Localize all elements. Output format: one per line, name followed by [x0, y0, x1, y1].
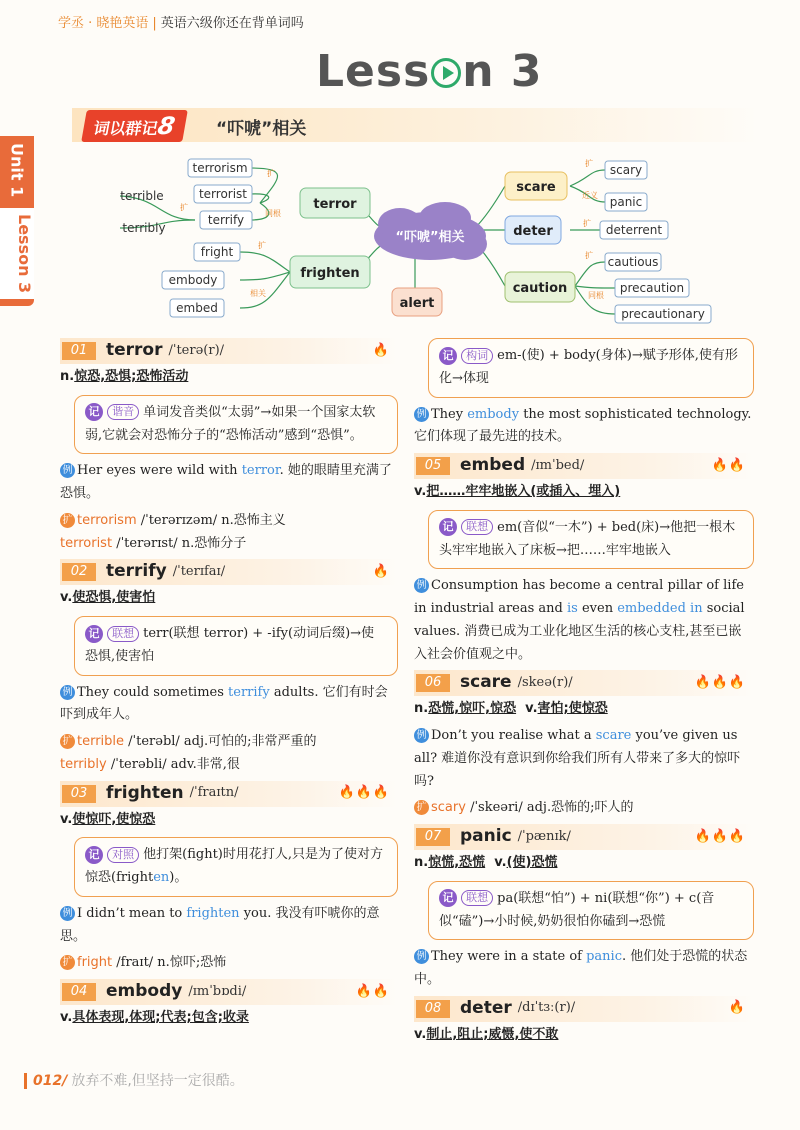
page-number: 012/	[24, 1073, 67, 1089]
memory-tip	[74, 616, 398, 676]
example-keyword: frighten	[186, 905, 240, 921]
meaning: 使惊吓,使惊恐	[72, 811, 156, 827]
headword: panic	[460, 826, 512, 847]
mindmap-edge-label: 同根	[265, 209, 281, 218]
extension-word	[60, 952, 398, 975]
memory-icon: 记	[85, 625, 103, 643]
word-entry-embody	[60, 979, 398, 1005]
definition	[414, 481, 754, 504]
hub-terror: terror	[313, 197, 357, 212]
tip-tag: 联想	[107, 626, 139, 642]
definition	[60, 809, 398, 832]
meaning: 惊慌,恐慌	[428, 855, 486, 870]
tip-text: pa(联想“怕”) + ni(联想“你”) + c(音似“磕”)→小时候,奶奶很怕你磕到→恐慌	[439, 890, 715, 929]
tip-text: 他打架(fight)时用花打人,只是为了使对方惊恐(fright	[85, 847, 384, 885]
word-entry-panic	[414, 824, 754, 850]
example-text: Don’t you realise what a	[431, 728, 596, 743]
extension-definition: /ˈskeəri/ adj.恐怖的;吓人的	[465, 800, 634, 816]
meaning: 把……牢牢地嵌入(或插入、埋入)	[426, 484, 621, 499]
example-keyword: embody	[467, 406, 520, 422]
definition	[414, 852, 754, 875]
hub-frighten: frighten	[300, 266, 360, 281]
leaf-word: embody	[168, 273, 218, 287]
word-entry-deter	[414, 996, 754, 1022]
phonetic: /ɪmˈbɒdi/	[188, 983, 247, 999]
example-text: They could sometimes	[77, 684, 229, 700]
leaf-word: terrorism	[192, 161, 248, 175]
part-of-speech: v.	[414, 484, 427, 499]
meaning: 制止,阻止;威慑,使不敢	[426, 1026, 559, 1042]
meaning: 具体表现,体现;代表;包含;收录	[72, 1010, 249, 1025]
extension-word	[60, 533, 398, 556]
extension-headword: fright	[77, 955, 113, 971]
part-of-speech: v.	[60, 1010, 73, 1025]
extension-definition: /ˈterərɪzəm/ n.恐怖主义	[136, 512, 286, 528]
leaf-word: fright	[200, 245, 234, 259]
entry-number: 08	[416, 1000, 450, 1018]
frequency-flame-icon: 🔥	[372, 563, 390, 579]
headword: frighten	[106, 782, 184, 803]
frequency-flame-icon: 🔥	[372, 342, 390, 358]
side-tab-unit: Unit 1	[7, 143, 27, 198]
extension-definition: /ˈterəbl/ adj.可怕的;非常严重的	[124, 734, 317, 749]
memory-icon: 记	[85, 403, 103, 421]
word-entry-scare	[414, 670, 754, 696]
left-column	[60, 334, 398, 1032]
hub-caution: caution	[512, 281, 568, 296]
memory-tip	[428, 881, 754, 941]
phonetic: /ˈpænɪk/	[517, 828, 571, 844]
example-translation: you. 我没有吓唬你的意思。	[60, 905, 380, 944]
group-number: 8	[155, 112, 178, 140]
part-of-speech: n.	[60, 369, 75, 384]
example-translation: . 他们处于恐慌的状态中。	[414, 949, 748, 987]
leaf-word: deterrent	[605, 223, 663, 237]
frequency-flame-icon: 🔥	[728, 1000, 746, 1016]
phonetic: /dɪˈtɜː(r)/	[517, 1000, 576, 1016]
meaning: 使恐惧,使害怕	[72, 590, 156, 606]
leaf-word: scary	[609, 163, 643, 177]
mindmap-edge-label: 同根	[588, 291, 604, 300]
extension-icon: 扩	[60, 513, 75, 528]
right-column	[414, 338, 754, 1049]
leaf-word: panic	[609, 195, 643, 209]
leaf-word: terrible	[120, 189, 164, 203]
extension-headword: scary	[431, 800, 466, 816]
example-icon: 例	[414, 949, 429, 964]
running-header	[58, 12, 304, 31]
memory-icon: 记	[439, 889, 457, 907]
group-title: “吓唬”相关	[216, 119, 307, 139]
word-entry-terrify	[60, 559, 398, 585]
memory-icon: 记	[439, 347, 457, 365]
entry-number: 06	[416, 674, 450, 692]
leaf-word: precaution	[619, 281, 685, 295]
tip-text: em(音似“一木”) + bed(床)→他把一根木头牢牢地嵌入了床板→把……牢牢地嵌入	[439, 519, 736, 558]
example-keyword: embedded in	[617, 601, 703, 616]
memory-tip	[428, 338, 754, 398]
tip-tag: 联想	[461, 890, 493, 906]
headword: terrify	[106, 561, 167, 582]
footer-motto: 放弃不难,但坚持一定很酷。	[71, 1073, 244, 1089]
leaf-word: terribly	[122, 221, 166, 235]
hub-alert: alert	[399, 296, 435, 311]
extension-headword: terrorism	[77, 512, 137, 528]
example-keyword: scare	[595, 728, 632, 743]
series-name: 学丞 · 晓艳英语	[58, 16, 149, 31]
example-sentence	[414, 575, 754, 666]
extension-icon: 扩	[60, 734, 75, 749]
example-keyword: terror	[241, 463, 280, 479]
example-sentence	[414, 725, 754, 793]
memory-icon: 记	[439, 518, 457, 536]
memory-tip	[74, 395, 398, 455]
example-translation: you’ve given us all? 难道你没有意识到你给我们所有人带来了多大的惊吓吗?	[414, 728, 741, 789]
mind-map	[100, 148, 740, 328]
extension-icon: 扩	[60, 955, 75, 970]
entry-number: 02	[62, 563, 96, 581]
memory-tip	[428, 510, 754, 570]
lesson-title	[316, 46, 543, 97]
entry-number: 01	[62, 342, 96, 360]
memory-icon: 记	[85, 846, 103, 864]
entry-number: 07	[416, 828, 450, 846]
frequency-flame-icon: 🔥🔥	[355, 983, 390, 999]
extension-word	[60, 731, 398, 754]
example-sentence	[60, 903, 398, 949]
extension-definition: /fraɪt/ n.惊吓;恐怖	[112, 955, 227, 971]
mindmap-center	[374, 202, 487, 260]
extension-definition: /ˈterərɪst/ n.恐怖分子	[112, 535, 247, 551]
example-keyword: terrify	[228, 684, 270, 700]
side-tab-lesson: Lesson 3	[0, 208, 34, 299]
mindmap-edge-label: 近义	[582, 191, 598, 200]
group-label: 词以群记	[91, 119, 160, 138]
phonetic: /ˈterɪfaɪ/	[172, 563, 226, 579]
part-of-speech: n.	[414, 855, 429, 870]
part-of-speech: v.	[60, 811, 73, 827]
part-of-speech: v.	[494, 855, 507, 870]
meaning: 恐慌,惊吓,惊恐	[428, 701, 517, 717]
definition	[414, 698, 754, 721]
tip-tag: 联想	[461, 519, 493, 535]
definition	[414, 1024, 754, 1047]
frequency-flame-icon: 🔥🔥	[711, 457, 746, 473]
example-icon: 例	[414, 407, 429, 422]
mindmap-edge-label: 相关	[250, 289, 266, 298]
example-keyword: is	[567, 601, 578, 616]
tip-tag: 谐音	[107, 404, 139, 420]
word-entry-terror	[60, 338, 398, 364]
entry-number: 05	[416, 457, 450, 475]
example-text: Her eyes were wild with	[77, 463, 242, 479]
example-text: Consumption has become a central pillar of life in industrial areas and	[414, 578, 744, 616]
leaf-word: embed	[176, 301, 218, 315]
definition	[60, 587, 398, 610]
mindmap-edge-label: 扩	[583, 219, 591, 228]
example-translation: the most sophisticated technology. 它们体现了最先进的技术。	[414, 406, 752, 445]
header-separator: |	[152, 16, 157, 31]
example-icon: 例	[60, 685, 75, 700]
example-icon: 例	[60, 463, 75, 478]
mindmap-edge-label: 扩	[585, 251, 593, 260]
book-title: 英语六级你还在背单词吗	[160, 16, 304, 31]
example-text: I didn’t mean to	[77, 905, 187, 921]
headword: embody	[106, 981, 183, 1002]
part-of-speech: v.	[60, 590, 73, 606]
memory-tip	[74, 837, 398, 897]
group-badge	[81, 110, 187, 142]
frequency-flame-icon: 🔥🔥🔥	[694, 674, 746, 690]
extension-word	[414, 797, 754, 820]
example-icon: 例	[414, 728, 429, 743]
entry-number: 04	[62, 983, 96, 1001]
meaning: (使)恐慌	[506, 855, 558, 870]
example-icon: 例	[414, 578, 429, 593]
frequency-flame-icon: 🔥🔥🔥	[338, 785, 390, 801]
tip-text-end: )。	[169, 870, 188, 885]
phonetic: /ˈterə(r)/	[168, 342, 225, 358]
definition	[60, 1007, 398, 1030]
word-entry-frighten	[60, 781, 398, 807]
mindmap-edge-label: 扩	[267, 169, 275, 178]
tip-tag: 对照	[107, 847, 139, 863]
extension-definition: /ˈterəbli/ adv.非常,很	[106, 756, 240, 772]
side-tab	[0, 136, 34, 306]
example-text: They	[431, 406, 468, 422]
lesson-title-part1: Less	[316, 46, 431, 97]
example-sentence	[414, 946, 754, 992]
play-icon[interactable]	[431, 58, 461, 88]
part-of-speech: v.	[414, 1026, 427, 1042]
page-footer	[24, 1070, 244, 1090]
phonetic: /ˈfraɪtn/	[189, 785, 239, 801]
example-translation: social values. 消费已成为工业化地区生活的核心支柱,甚至已嵌入社会价值观之中。	[414, 601, 745, 662]
example-translation: adults. 它们有时会吓到成年人。	[60, 684, 388, 723]
example-icon: 例	[60, 906, 75, 921]
tip-text: 单词发音类似“太弱”→如果一个国家太软弱,它就会对恐怖分子的“恐怖活动”感到“恐惧”。	[85, 404, 376, 443]
lesson-title-part2: n 3	[462, 46, 543, 97]
hub-deter: deter	[513, 224, 553, 239]
extension-headword: terrible	[77, 734, 125, 749]
meaning: 惊恐,恐惧;恐怖活动	[74, 369, 189, 384]
headword: scare	[460, 672, 512, 693]
leaf-word: precautionary	[621, 307, 705, 321]
tip-keyword: en	[153, 870, 170, 885]
part-of-speech: n.	[414, 701, 429, 717]
headword: deter	[460, 997, 512, 1018]
mindmap-edge-label: 扩	[180, 203, 188, 212]
mindmap-edge-label: 扩	[585, 159, 593, 168]
example-keyword: panic	[586, 949, 622, 965]
headword: embed	[460, 455, 526, 476]
tip-text: em-(使) + body(身体)→赋予形体,使有形化→体现	[439, 348, 738, 386]
example-text-mid: even	[577, 601, 618, 616]
example-text: They were in a state of	[431, 949, 587, 965]
example-sentence	[60, 460, 398, 506]
hub-scare: scare	[516, 180, 556, 195]
word-entry-embed	[414, 453, 754, 479]
part-of-speech: v.	[525, 701, 538, 717]
headword: terror	[106, 340, 163, 361]
leaf-word: terrify	[207, 213, 245, 227]
leaf-word: cautious	[607, 255, 659, 269]
example-sentence	[414, 404, 754, 450]
tip-tag: 构词	[461, 348, 493, 364]
definition	[60, 366, 398, 389]
frequency-flame-icon: 🔥🔥🔥	[694, 828, 746, 844]
extension-word	[60, 510, 398, 533]
extension-icon: 扩	[414, 800, 429, 815]
entry-number: 03	[62, 785, 96, 803]
extension-word	[60, 754, 398, 777]
meaning: 害怕;使惊恐	[537, 701, 608, 717]
extension-headword: terribly	[60, 756, 107, 772]
example-translation: . 她的眼睛里充满了恐惧。	[60, 463, 392, 501]
tip-text: terr(联想 terror) + -ify(动词后缀)→使恐惧,使害怕	[85, 626, 375, 664]
mindmap-edge-label: 扩	[258, 241, 266, 250]
leaf-word: terrorist	[198, 187, 248, 201]
extension-headword: terrorist	[60, 535, 113, 551]
phonetic: /skeə(r)/	[517, 674, 573, 690]
mindmap-center-label: “吓唬”相关	[395, 230, 465, 245]
example-sentence	[60, 682, 398, 728]
phonetic: /ɪmˈbed/	[531, 457, 585, 473]
